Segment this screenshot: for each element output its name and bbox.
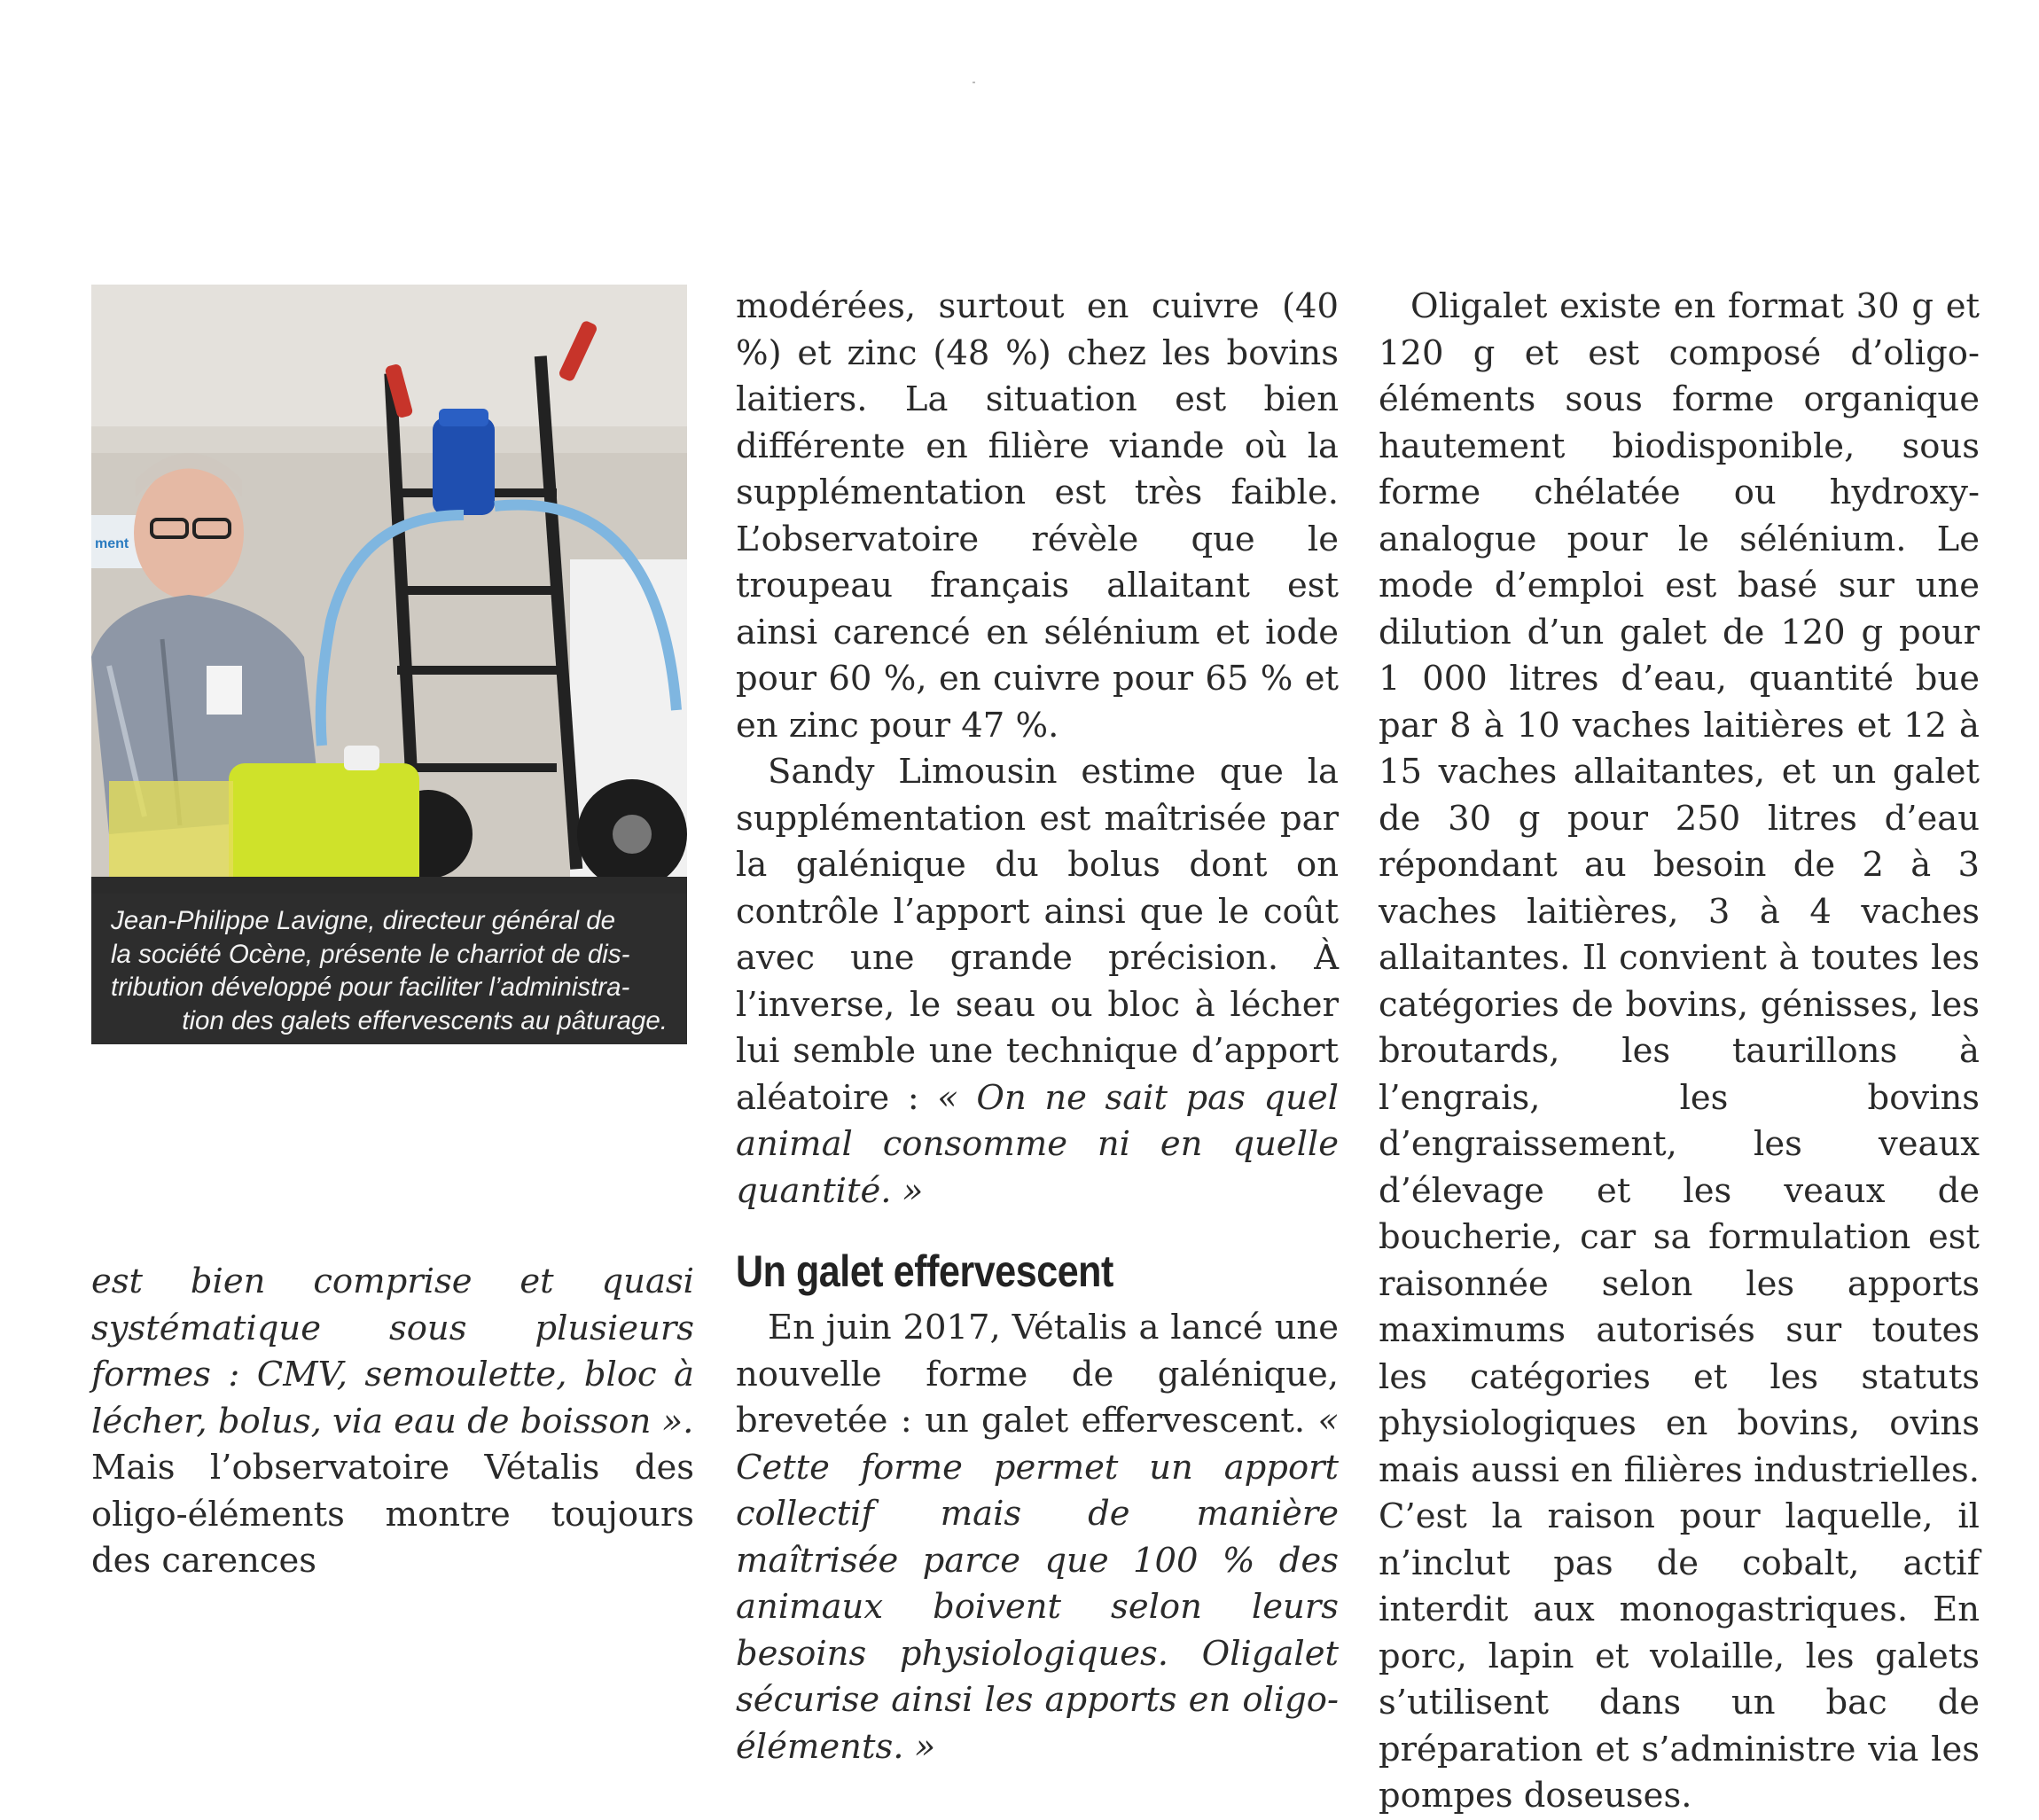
caption-line-4: tion des galets effervescents au pâturage. [182, 1005, 668, 1035]
svg-text:ment: ment [95, 536, 129, 551]
left-paragraph: Mais l’observatoire Vétalis des oligo-éléments montre toujours des carences [91, 1448, 694, 1581]
right-column [1379, 284, 1980, 1820]
middle-paragraph-2-text: Sandy Limousin estime que la supplémentation est maîtrisée par la galénique du bolus dont on contrôle l’apport ainsi que le coût avec une grande précision. À l’inverse, le seau ou bloc à lécher lui semble une technique d’apport aléatoire : [736, 752, 1339, 1118]
article-photo [91, 285, 687, 1044]
section-subheading: Un galet effervescent [736, 1246, 1113, 1296]
middle-paragraph-3-quote: « Cette forme permet un apport collectif mais de manière maîtrisée parce que 100 % des animaux boivent selon leurs besoins physiologiques. Oligalet sécurise ainsi les apports en oligo-éléments. » [736, 1401, 1339, 1767]
scan-artifact [973, 82, 975, 83]
caption-line-1: Jean-Philippe Lavigne, directeur général de [111, 906, 616, 935]
middle-paragraph-3 [736, 1305, 1339, 1770]
middle-paragraph-1: modérées, surtout en cuivre (40 %) et zinc (48 %) chez les bovins laitiers. La situation est bien différente en filière viande où la supplémentation est très faible. L’observatoire révèle que le troupeau français allaitant est ainsi carencé en sélénium et iode pour 60 %, en cuivre pour 65 % et en zinc pour 47 %. [736, 286, 1339, 746]
photo-illustration [91, 285, 687, 896]
left-quote-end: est bien comprise et quasi systématique sous plusieurs formes : CMV, semoulette, bloc à lécher, bolus, via eau de boisson ». [91, 1262, 694, 1441]
caption-line-3: tribution développé pour faciliter l’administra- [111, 972, 630, 1002]
middle-paragraph-2 [736, 749, 1339, 1215]
middle-paragraph-2-quote: « On ne sait pas quel animal consomme ni en quelle quantité. » [736, 1077, 1339, 1211]
caption-line-2: la société Ocène, présente le charriot de dis- [111, 939, 630, 969]
right-paragraph-1: Oligalet existe en format 30 g et 120 g et est composé d’oligo-éléments sous forme organique hautement biodisponible, sous forme chélatée ou hydroxy-analogue pour le sélénium. Le mode d’emploi est basé sur une dilution d’un galet de 120 g pour 1 000 litres d’eau, quantité bue par 8 à 10 vaches laitières et 12 à 15 vaches allaitantes, et un galet de 30 g pour 250 litres d’eau répondant au besoin de 2 à 3 vaches laitières, 3 à 4 vaches allaitantes. Il convient à toutes les catégories de bovins, génisses, les broutards, les taurillons à l’engrais, les bovins d’engraissement, les veaux d’élevage et les veaux de boucherie, car sa formulation est raisonnée selon les apports maximums autorisés sur toutes les catégories et les statuts physiologiques en bovins, ovins mais aussi en filières industrielles. C’est la raison pour laquelle, il n’inclut pas de cobalt, actif interdit aux monogastriques. En porc, lapin et volaille, les galets s’utilisent dans un bac de préparation et s’administre via les pompes doseuses. [1379, 286, 1980, 1816]
middle-paragraph-3-text: En juin 2017, Vétalis a lancé une nouvelle forme de galénique, brevetée : un galet effervescent. [736, 1308, 1339, 1441]
photo-caption [91, 894, 687, 1044]
middle-column [736, 284, 1339, 1770]
left-column [91, 1259, 694, 1585]
